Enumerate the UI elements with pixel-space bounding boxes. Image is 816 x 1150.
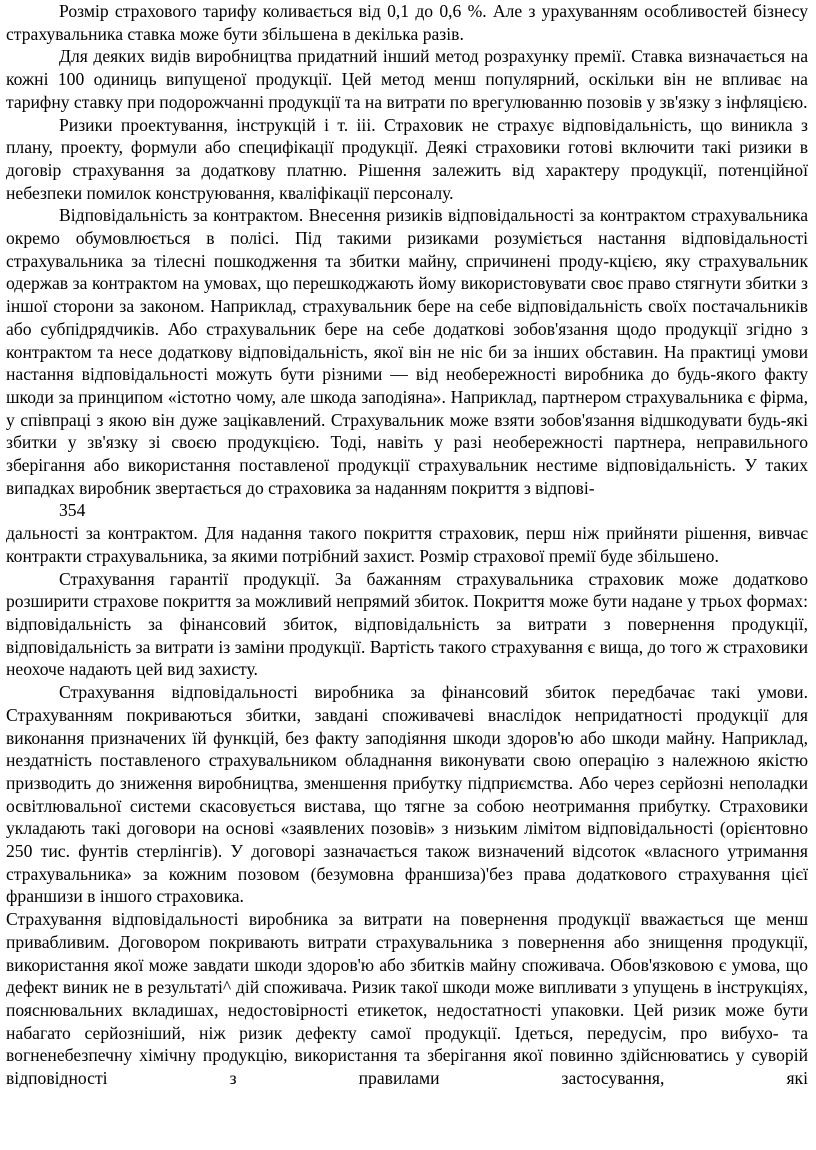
paragraph-premium-method: Для деяких видів виробництва придатний інший метод розрахунку премії. Ставка визначається на кожні 100 одиниць випущеної продукції. Цей метод менш популярний, оскільки він не впливає на тарифну ставку при подорожчанні продукції та на витрати по врегулюванню позовів у зв'язку з інфляцією. xyxy=(6,46,808,112)
paragraph-financial-loss: Страхування відповідальності виробника за фінансовий збиток передбачає такі умови. Страхуванням покриваються збитки, завдані споживачеві внаслідок непридатності продукції для виконання призначених їй функцій, без факту заподіяння шкоди здоров'ю або шкоди майну. Наприклад, нездатність поставленого страхувальником обладнання виконувати свою операцію з належною якістю призводить до зниження виробництва, зменшення прибутку підприємства. Або через серйозні неполадки освітлювальної системи скасовується вистава, що тягне за собою неотримання прибутку. Страховики укладають такі договори на основі «заявлених позовів» з низьким лімітом відповідальності (орієнтовно 250 тис. фунтів стерлінгів). У договорі зазначається також визначений відсоток «власного утримання страхувальника» за кожним позовом (безумовна франшиза)'без права додаткового страхування цієї франшизи в іншого страховика. xyxy=(6,682,808,907)
paragraph-product-guarantee: Страхування гарантії продукції. За бажанням страхувальника страховик може додатково розширити страхове покриття за можливий непрямий збиток. Покриття може бути надане у трьох формах: відповідальність за фінансовий збиток, відповідальність за витрати з повернення продукції, відповідальність за витрати із заміни продукції. Вартість такого страхування є вища, до того ж страховики неохоче надають цей вид захисту. xyxy=(6,568,808,680)
paragraph-recall-costs: Страхування відповідальності виробника за витрати на повернення продукції вважається ще менш привабливим. Договором покривають витрати страхувальника з повернення або знищення продукції, використання якої може завдати шкоди здоров'ю або збитків майну споживача. Обов'язковою є умова, що дефект виник не в результаті^ дій споживача. Ризик такої шкоди може випливати з упущень в інструкціях, пояснювальних вкладишах, недостовірності етикеток, недостатності упаковки. Цей ризик може бути набагато серйозніший, ніж ризик дефекту самої продукції. Ідеться, передусім, про вибухо- та вогненебезпечну хімічну продукцію, використання та зберігання якої повинно здійснюватись у суворій відповідності з правилами застосування, які xyxy=(6,909,808,1089)
paragraph-tariff-size: Розмір страхового тарифу коливається від 0,1 до 0,6 %. Але з урахуванням особливостей бізнесу страхувальника ставка може бути збільшена в декілька разів. xyxy=(6,1,808,44)
paragraph-contract-continuation: дальності за контрактом. Для надання такого покриття страховик, перш ніж прийняти рішення, вивчає контракти страхувальника, за якими потрібний захист. Розмір страхової премії буде збільшено. xyxy=(6,523,808,566)
paragraph-design-risks: Ризики проектування, інструкцій і т. ііі. Страховик не страхує відповідальність, що виникла з плану, проекту, формули або специфікації продукції. Деякі страховики готові включити такі ризики в договір страхування за додаткову платню. Рішення залежить від характеру продукції, потенційної небезпеки помилок конструювання, кваліфікації персоналу. xyxy=(6,114,808,203)
page-number: 354 xyxy=(59,500,86,521)
paragraph-contract-liability: Відповідальність за контрактом. Внесення ризиків відповідальності за контрактом страхувальника окремо обумовлюється в полісі. Під такими ризиками розуміється настання відповідальності страхувальника за тілесні пошкодження та збитки майну, спричинені проду-кцією, яку страхувальник одержав за контрактом на умовах, що перешкоджають йому використовувати своє право стягнути збитки з іншої сторони за законом. Наприклад, страхувальник бере на себе відповідальність своїх постачальників або субпідрядчиків. Або страхувальник бере на себе додаткові зобов'язання щодо продукції згідно з контрактом та несе додаткову відповідальність, якої він не ніс би за інших обставин. На практиці умови настання відповідальності можуть бути різними — від необережності виробника до будь-якого факту шкоди за принципом «істотно чому, але шкода заподіяна». Наприклад, партнером страхувальника є фірма, у співпраці з якою він дуже зацікавлений. Страхувальник може взяти зобов'язання відшкодувати будь-які збитки у зв'язку зі своєю продукцією. Тоді, навіть у разі необережності партнера, неправильного зберігання або використання поставленої продукції страхувальник нестиме відповідальність. У таких випадках виробник звертається до страховика за наданням покриття з відпові- xyxy=(6,205,808,498)
